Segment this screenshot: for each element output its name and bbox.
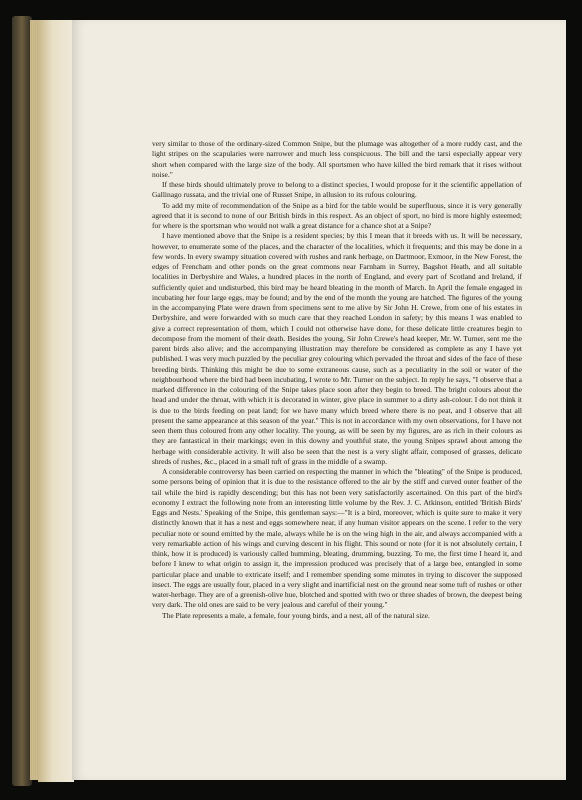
paragraph-1: very similar to those of the ordinary-sized Common Snipe, but the plumage was altogether of a more ruddy cast, and the light stripes on the scapularies were narrower and much less conspicuous. The bill and the tarsi especially appear very short when compared with the large size of the body. All sportsmen who have killed the bird remark that it rises without noise.": [152, 139, 522, 179]
paragraph-4: I have mentioned above that the Snipe is a resident species; by this I mean that it breeds with us. It will be necessary, however, to enumerate some of the places, and the character of the localities, which it frequents; and this may be done in a few words. In every swampy situation covered with rushes and rank herbage, on Dartmoor, Exmoor, in the New Forest, the edges of Frencham and other ponds on the great commons near Farnham in Surrey, Bagshot Heath, and all suitable localities in Derbyshire and Wales, a hundred places in the north of England, and every part of Scotland and Ireland, if sufficiently quiet and undisturbed, this bird may be heard bleating in the month of March. In April the female engaged in incubating her four large eggs, may be found; and by the end of the month the young are hatched. The figures of the young in the accompanying Plate were drawn from specimens sent to me alive by Sir John H. Crewe, from one of his estates in Derbyshire, and were forwarded with so much care that they reached London in safety; by this means I was enabled to give a correct representation of them, which I could not otherwise have done, for these delicate little creatures begin to decompose from the moment of their death. Besides the young, Sir John Crewe's head keeper, Mr. W. Turner, sent me the parent birds also alive; and the accompanying illustration may therefore be considered as complete as any I have yet published. I was very much puzzled by the peculiar grey colouring which pervaded the throat and sides of the face of these breeding birds. Thinking this might be due to some extraneous cause, such as a peculiarity in the soil or water of the neighbourhood where the bird had been incubating, I wrote to Mr. Turner on the subject. In reply he says, "I observe that a marked difference in the colouring of the Snipe takes place soon after they begin to breed. The bright colours about the head and under the throat, with which it is decorated in winter, give place in summer to a dirty ash-colour. I do not think it is due to the birds feeding on peat land; for we have many which breed where there is no peat, and I observe that all present the same appearance at this season of the year." This is not in accordance with my own observations, for I have not seen them thus coloured from any other locality. The young, as will be seen by my figures, are as rich in their colours as they are fantastical in their markings; even in this downy and youthful state, the young Snipes sprawl about among the herbage with considerable activity. It will also be seen that the nest is a very slight affair, composed of grasses, delicate shreds of rushes, &c., placed in a small tuft of grass in the middle of a swamp.: [152, 231, 522, 466]
paragraph-5: A considerable controversy has been carried on respecting the manner in which the "bleating" of the Snipe is produced, some persons being of opinion that it is due to the resistance offered to the air by the stiff and curved outer feather of the tail while the bird is rapidly descending; but this has not been very satisfactorily ascertained. On this part of the bird's economy I extract the following note from an interesting little volume by the Rev. J. C. Atkinson, entitled 'British Birds' Eggs and Nests.' Speaking of the Snipe, this gentleman says:—"It is a bird, moreover, which is quite sure to make it very distinctly known that it has a nest and eggs somewhere near, if any human visitor appears on the scene. I refer to the very peculiar note or sound emitted by the male, always while he is on the wing high in the air, and always accompanied with a very remarkable action of his wings and curving descent in his flight. This sound or note (for it is not absolutely certain, I think, how it is produced) is variously called humming, bleating, drumming, buzzing. To me, the first time I heard it, and before I knew to what origin to assign it, the impression produced was precisely that of a large bee, entangled in some particular place and unable to extricate itself; and I remember spending some minutes in trying to discover the supposed insect. The eggs are usually four, placed in a very slight and inartificial nest on the ground near some tuft of rushes or other water-herbage. They are of a greenish-olive hue, blotched and spotted with two or three shades of brown, the deepest being very dark. The old ones are said to be very jealous and careful of their young.": [152, 467, 522, 610]
paragraph-2: If these birds should ultimately prove to belong to a distinct species, I would propose for it the scientific appellation of Gallinago russata, and the trivial one of Russet Snipe, in allusion to its rufous colouring.: [152, 180, 522, 200]
book-spine: [12, 16, 32, 786]
book: [8, 6, 572, 794]
page-text-block: [152, 139, 522, 621]
paragraph-3: To add my mite of recommendation of the Snipe as a bird for the table would be superfluous, since it is very generally agreed that it is second to none of our British birds in this respect. As an object of sport, no bird is more highly esteemed; for where is the sportsman who would not walk a great distance for a chance shot at a Snipe?: [152, 200, 522, 230]
book-page: [72, 20, 566, 780]
paragraph-6: The Plate represents a male, a female, four young birds, and a nest, all of the natural size.: [162, 610, 430, 620]
gutter-shadow: [38, 20, 74, 782]
